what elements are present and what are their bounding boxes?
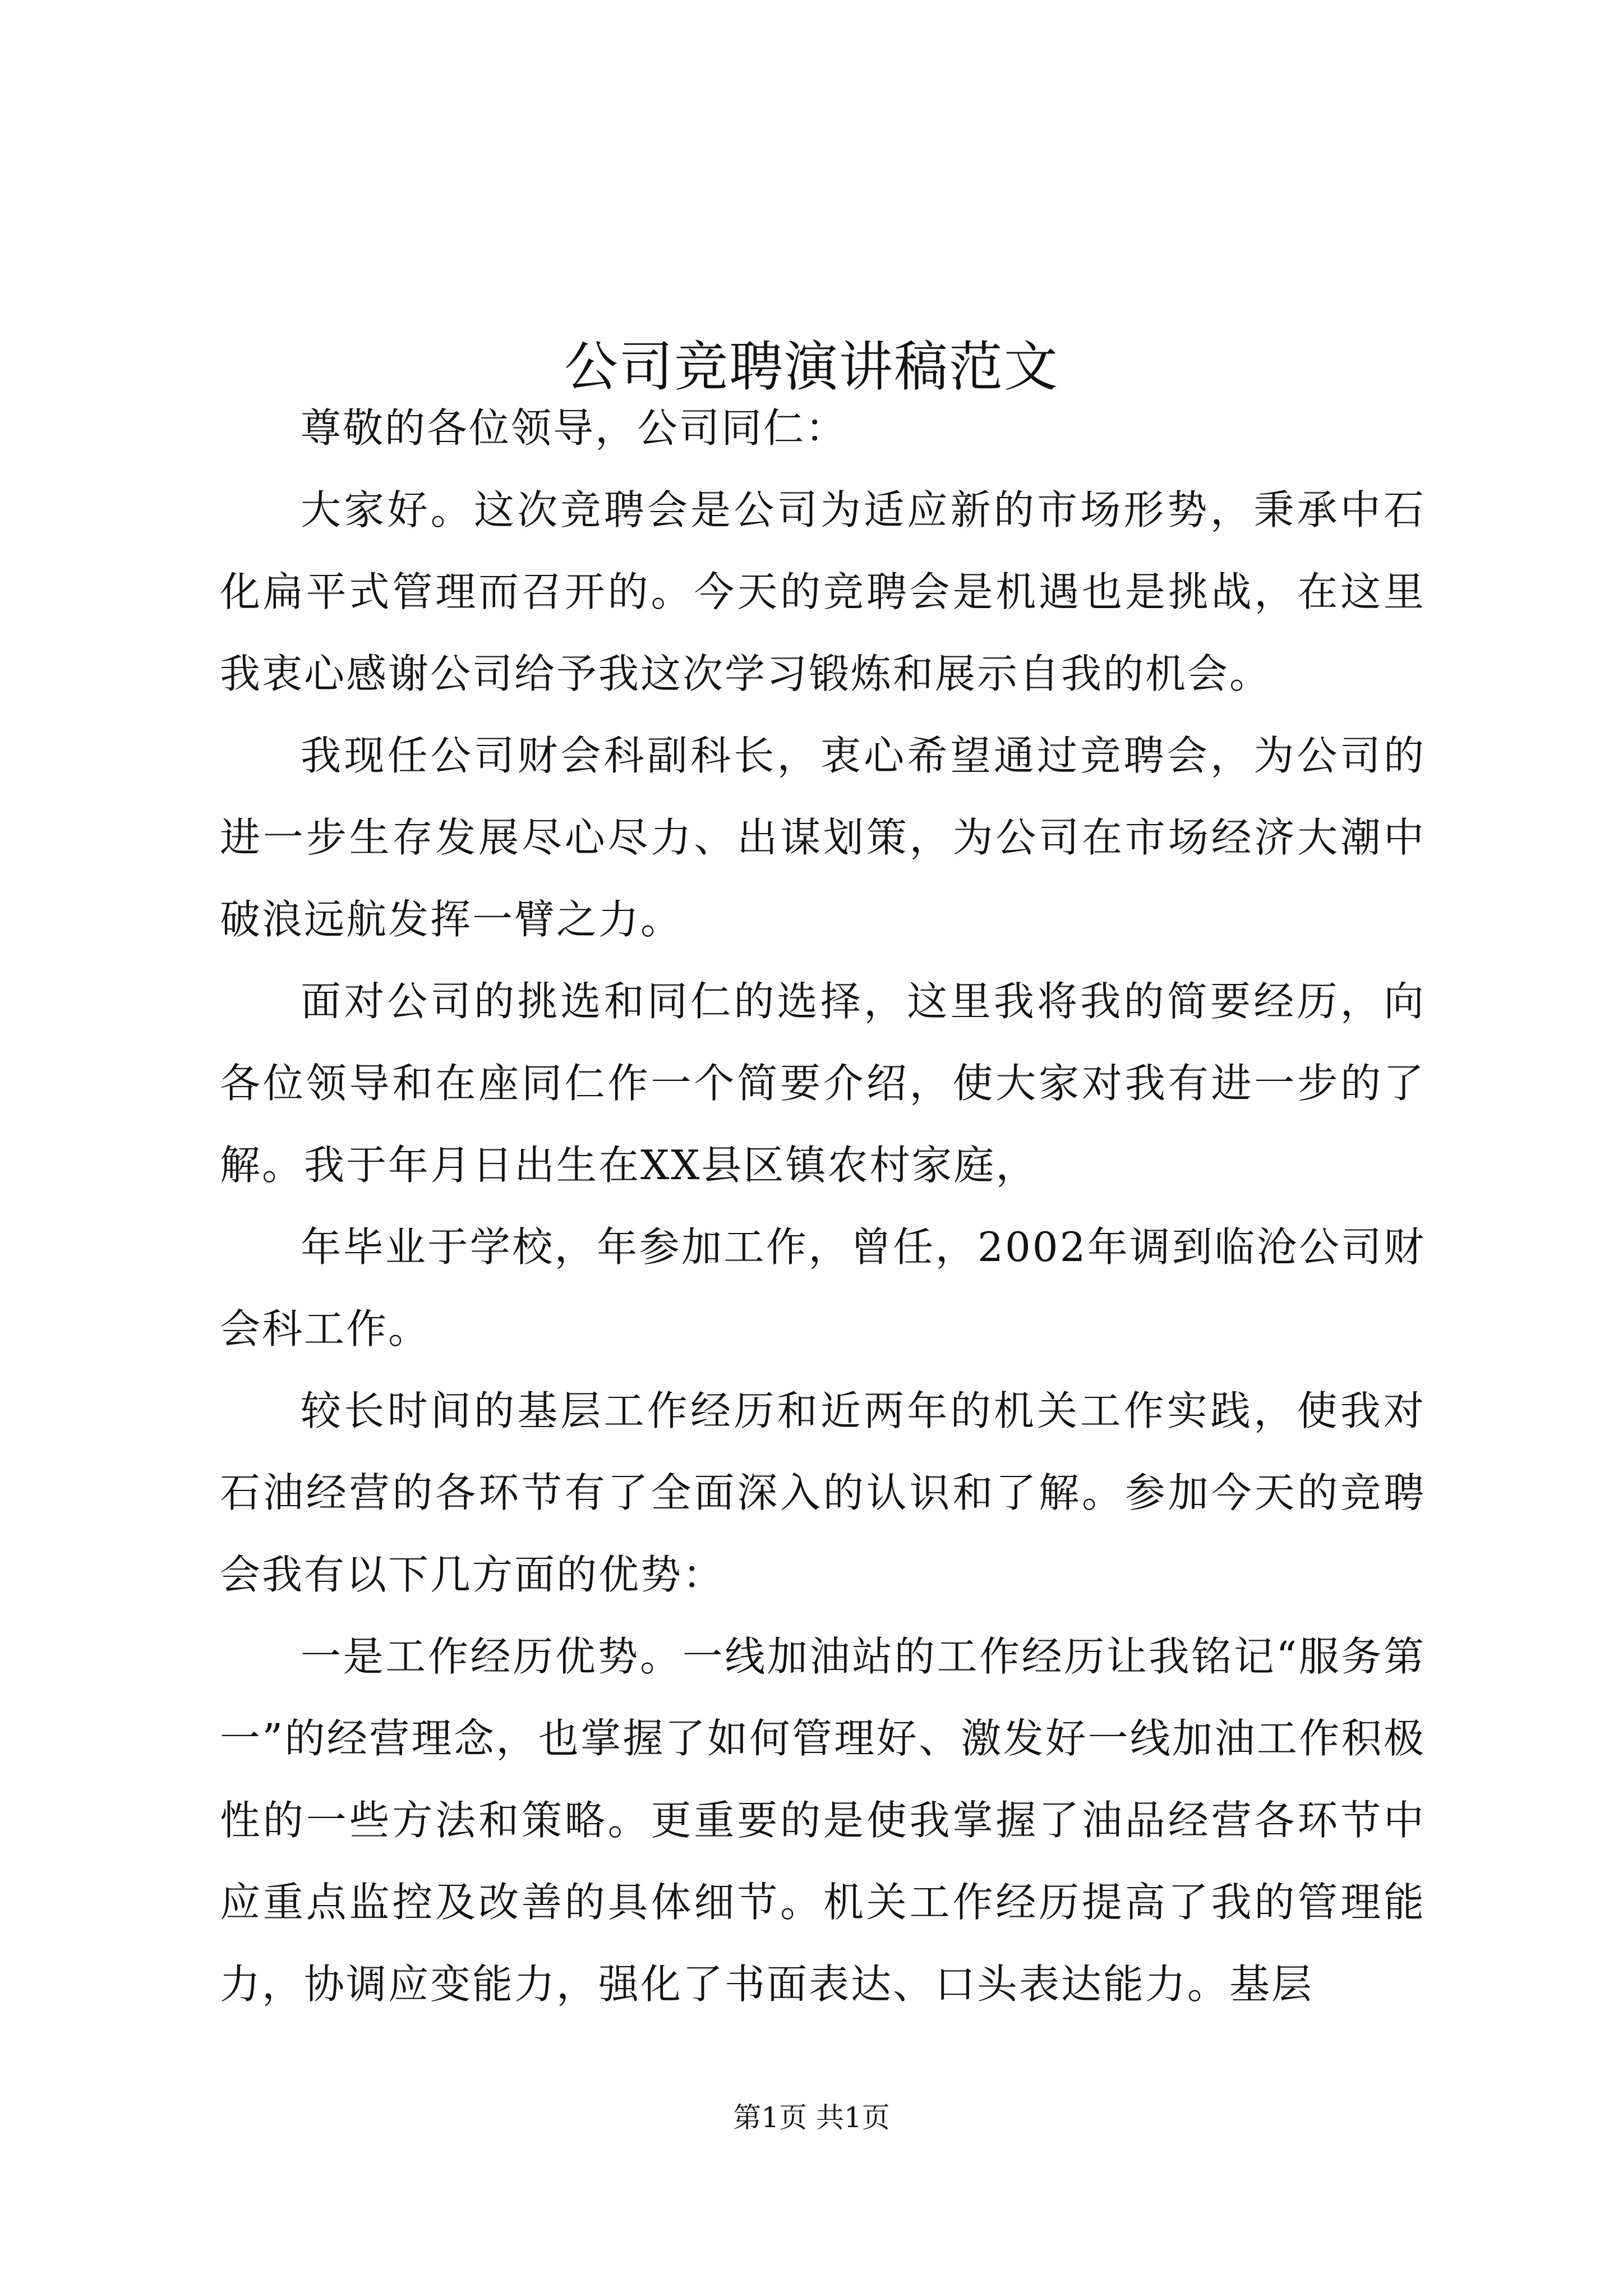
page-title: 公司竞聘演讲稿范文 bbox=[564, 335, 1059, 399]
body-paragraph: 我现任公司财会科副科长，衷心希望通过竞聘会，为公司的进一步生存发展尽心尽力、出谋划策，为公司在市场经济大潮中破浪远航发挥一臂之力。 bbox=[220, 732, 1426, 943]
salutation-paragraph: 尊敬的各位领导，公司同仁： bbox=[301, 404, 848, 452]
body-paragraph: 大家好。这次竞聘会是公司为适应新的市场形势，秉承中石化扁平式管理而召开的。今天的竞聘会是机遇也是挑战，在这里我衷心感谢公司给予我这次学习锻炼和展示自我的机会。 bbox=[220, 486, 1426, 697]
body-paragraph: 较长时间的基层工作经历和近两年的机关工作实践，使我对石油经营的各环节有了全面深入的认识和了解。参加今天的竞聘会我有以下几方面的优势： bbox=[220, 1387, 1426, 1598]
document-body bbox=[220, 387, 1426, 2025]
body-paragraph: 年毕业于学校，年参加工作，曾任，2002年调到临沧公司财会科工作。 bbox=[220, 1223, 1426, 1352]
body-paragraph: 面对公司的挑选和同仁的选择，这里我将我的简要经历，向各位领导和在座同仁作一个简要介绍，使大家对我有进一步的了解。我于年月日出生在XX县区镇农村家庭， bbox=[220, 978, 1426, 1189]
body-paragraph: 一是工作经历优势。一线加油站的工作经历让我铭记“服务第一”的经营理念，也掌握了如何管理好、激发好一线加油工作积极性的一些方法和策略。更重要的是使我掌握了油品经营各环节中应重点监控及改善的具体细节。机关工作经历提高了我的管理能力，协调应变能力，强化了书面表达、口头表达能力。基层 bbox=[220, 1633, 1426, 2008]
page-number-footer: 第1页 共1页 bbox=[733, 2101, 890, 2134]
